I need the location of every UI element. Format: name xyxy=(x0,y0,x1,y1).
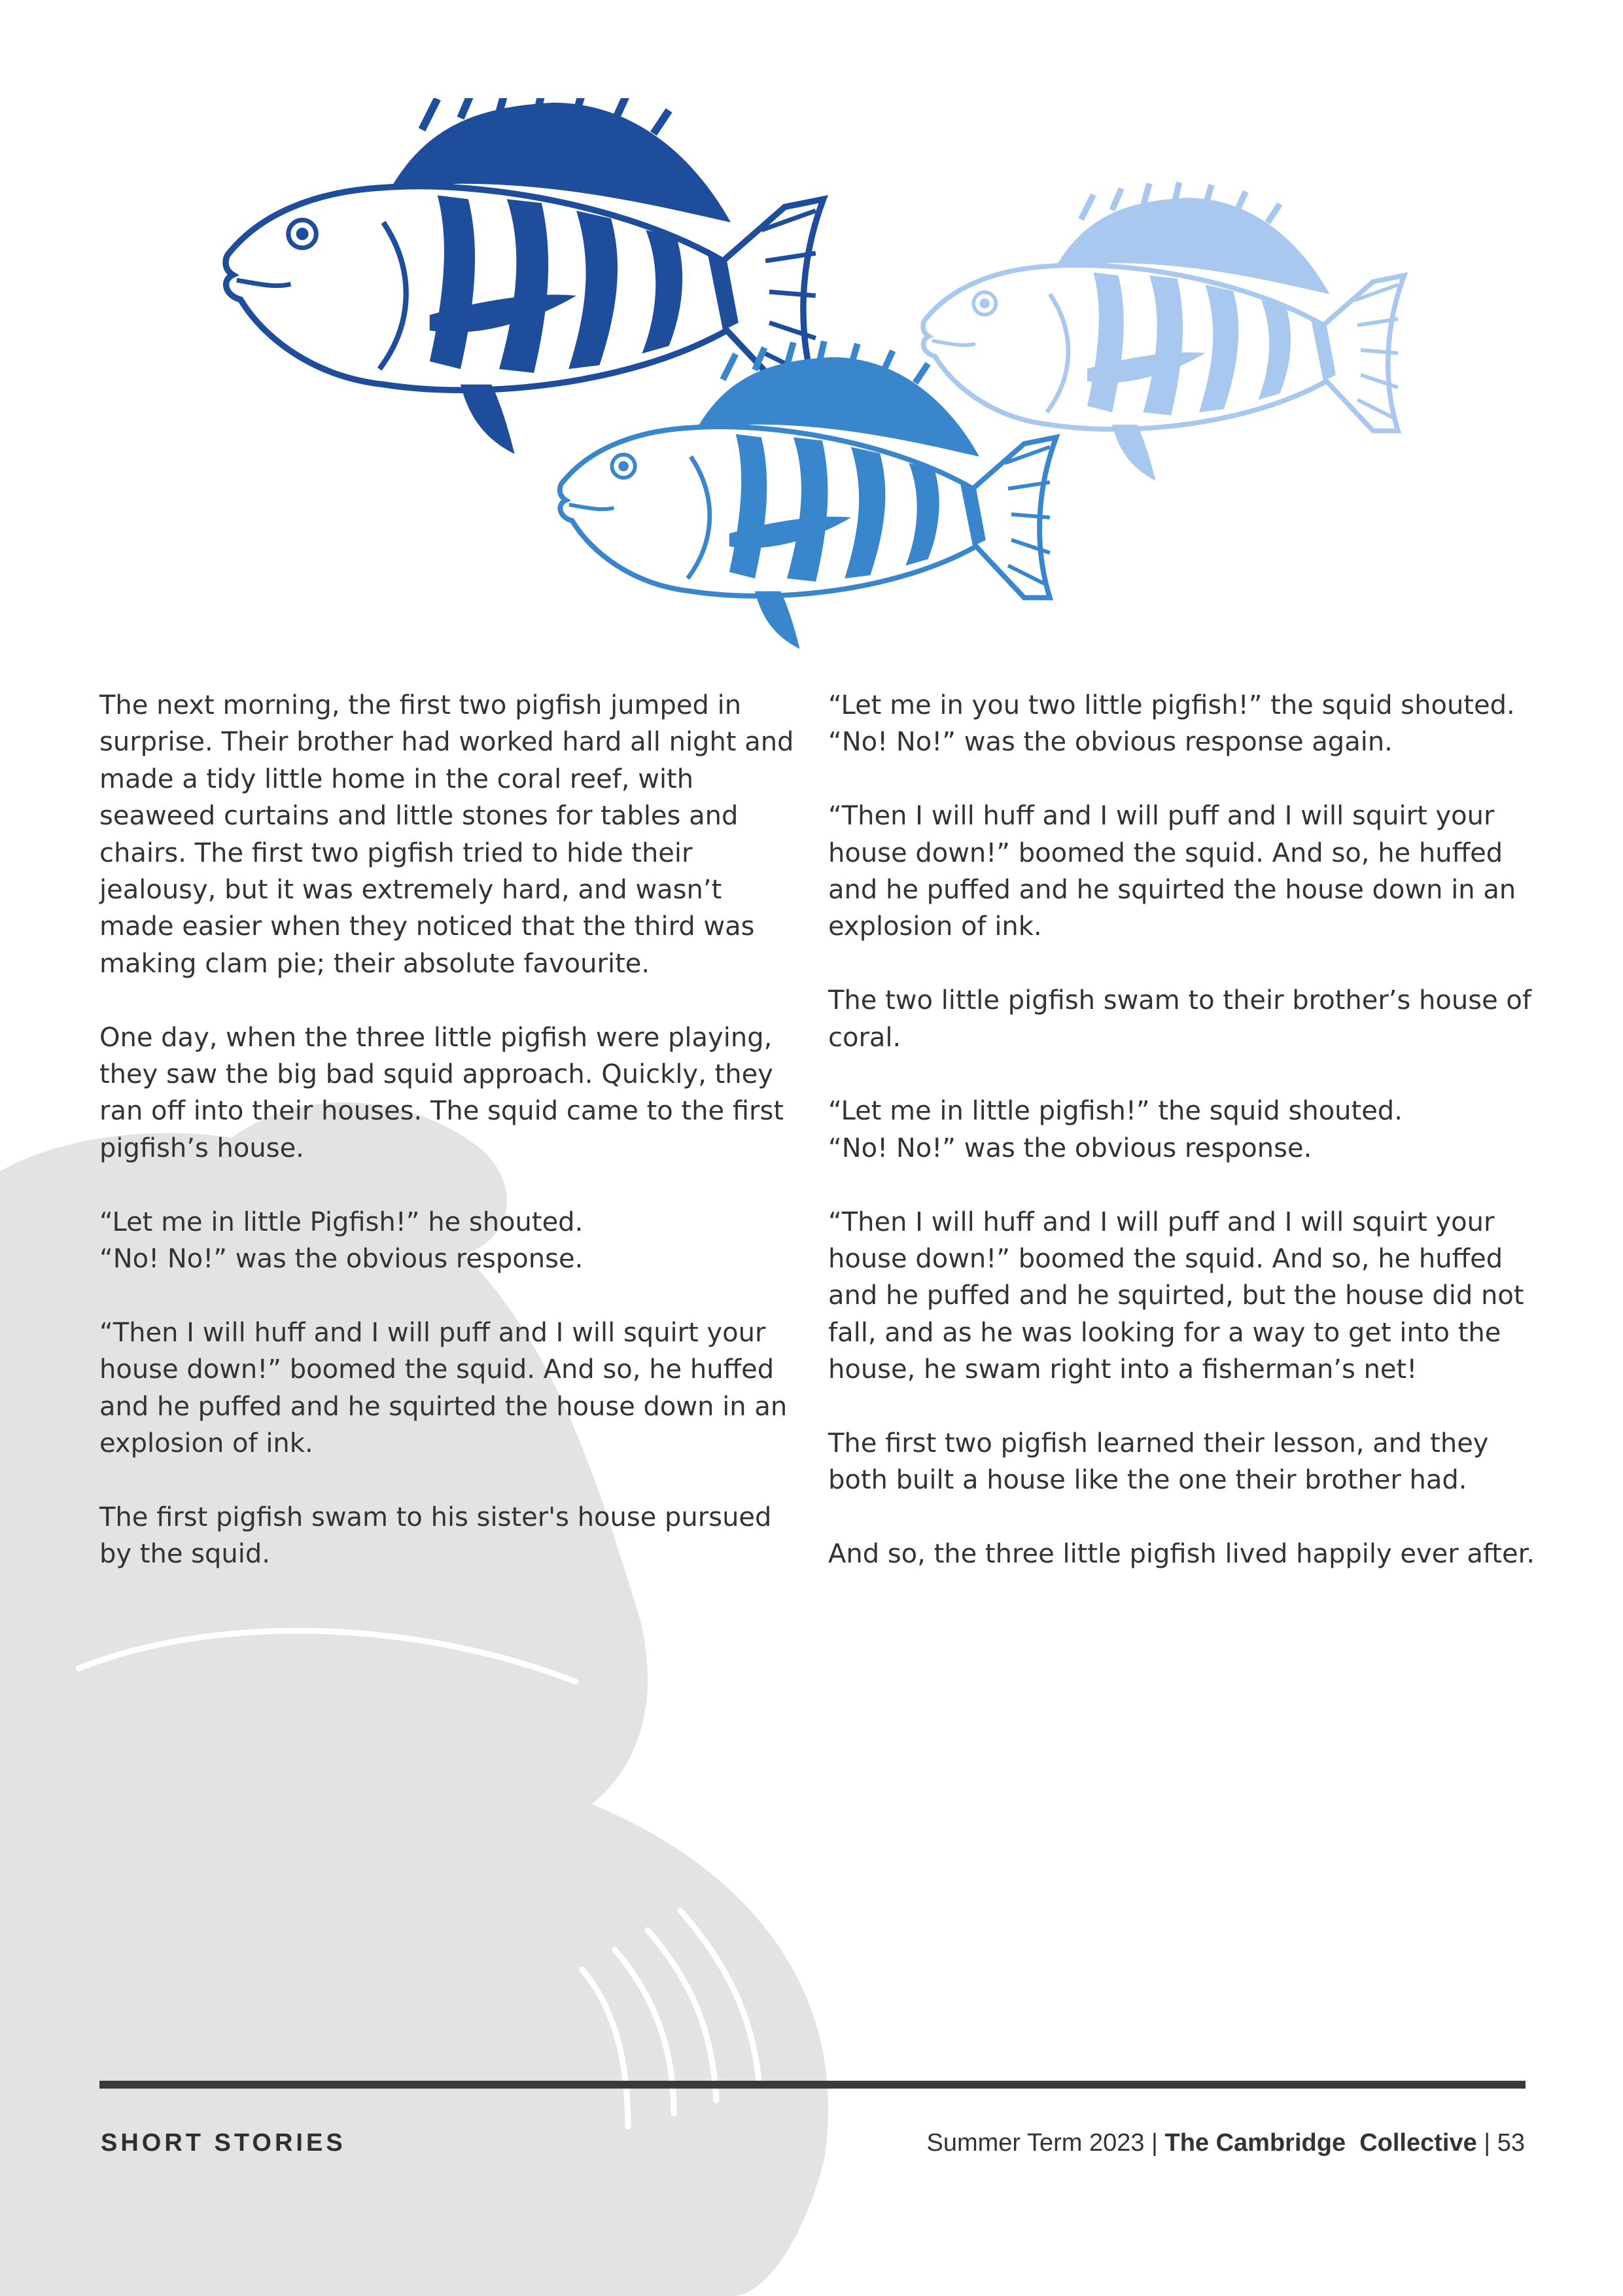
footer-publication-info xyxy=(927,2129,1526,2157)
story-paragraph: The two little pigfish swam to their brother’s house of coral. xyxy=(828,985,1531,1053)
page-number: 53 xyxy=(1497,2129,1525,2157)
publication-name: The Cambridge Collective xyxy=(1164,2129,1477,2157)
story-paragraph: “Then I will huff and I will puff and I will squirt your house down!” boomed the squid. And so, he huffed and he puffed and he squirted, but the house did not fall, and as he was looking for a way to get into the house, he swam right into a fisherman’s net! xyxy=(828,1207,1524,1385)
story-right-column xyxy=(828,687,1541,1573)
story-paragraph: “Let me in you two little pigfish!” the squid shouted. “No! No!” was the obvious response again. xyxy=(828,690,1515,758)
term-label: Summer Term 2023 xyxy=(926,2129,1145,2157)
story-paragraph: The first two pigfish learned their lesson, and they both built a house like the one their brother had. xyxy=(828,1428,1489,1496)
story-paragraph: “Let me in little pigfish!” the squid shouted. “No! No!” was the obvious response. xyxy=(828,1096,1403,1163)
section-label: SHORT STORIES xyxy=(101,2129,346,2157)
three-pigfish-illustration xyxy=(216,98,1446,654)
story-paragraph: And so, the three little pigfish lived happily ever after. xyxy=(828,1539,1535,1570)
story-paragraph: The first pigfish swam to his sister's house pursued by the squid. xyxy=(99,1502,772,1570)
story-left-column xyxy=(99,687,799,1573)
story-paragraph: The next morning, the first two pigfish jumped in surprise. Their brother had worked hard all night and made a tidy little home in the coral reef, with seaweed curtains and little stones for tables and chairs. The first two pigfish tried to hide their jealousy, but it was extremely hard, and wasn’t made easier when they noticed that the third was making clam pie; their absolute favourite. xyxy=(99,690,794,979)
footer-separator: | xyxy=(1144,2129,1165,2157)
footer-separator: | xyxy=(1476,2129,1497,2157)
story-paragraph: “Then I will huff and I will puff and I will squirt your house down!” boomed the squid. And so, he huffed and he puffed and he squirted the house down in an explosion of ink. xyxy=(99,1317,788,1459)
footer-divider xyxy=(99,2081,1526,2089)
story-paragraph: “Then I will huff and I will puff and I will squirt your house down!” boomed the squid. And so, he huffed and he puffed and he squirted the house down in an explosion of ink. xyxy=(828,801,1516,942)
story-paragraph: “Let me in little Pigfish!” he shouted. “No! No!” was the obvious response. xyxy=(99,1207,584,1275)
story-paragraph: One day, when the three little pigfish were playing, they saw the big bad squid approach. Quickly, they ran off into their houses. The squid came to the first pigfish’s house. xyxy=(99,1022,784,1163)
